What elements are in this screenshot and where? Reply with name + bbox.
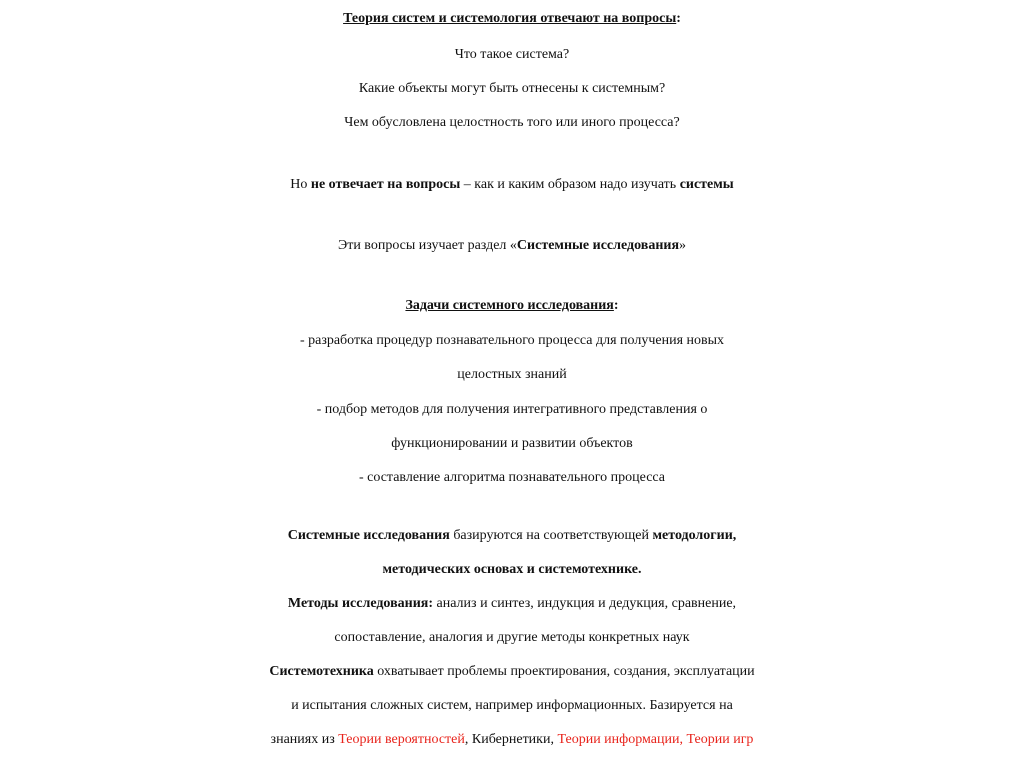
research-l1-text: базируются на соответствующей	[449, 528, 653, 543]
title-colon: :	[676, 11, 681, 26]
research-line-7	[0, 725, 1024, 755]
question-1: Что такое система?	[454, 47, 570, 62]
task-line-2: целостных знаний	[457, 367, 567, 382]
research-l3-text: анализ и синтез, индукция и дедукция, сравнение,	[433, 596, 737, 611]
research-l7-text2: , Кибернетики,	[464, 732, 558, 747]
section-part1: Эти вопросы изучает раздел «	[337, 238, 517, 253]
question-2: Какие объекты могут быть отнесены к системным?	[358, 81, 666, 96]
research-l3-bold: Методы исследования:	[287, 596, 434, 611]
tasks-heading-line	[0, 291, 1024, 321]
research-line-6: и испытания сложных систем, например информационных. Базируется на	[291, 698, 733, 713]
research-l1-bold: Системные исследования	[287, 528, 450, 543]
but-line	[0, 170, 1024, 200]
research-l7-text1: знаниях из	[270, 732, 339, 747]
title-line	[0, 4, 1024, 34]
research-l5-text: охватывает проблемы проектирования, создания, эксплуатации	[373, 664, 755, 679]
research-l7-red2: Теории информации, Теории игр	[557, 732, 754, 747]
task-line-4: функционировании и развитии объектов	[391, 436, 633, 451]
but-part2: не отвечает на вопросы	[310, 177, 461, 192]
but-part4: системы	[679, 177, 734, 192]
research-line-5	[0, 657, 1024, 687]
section-part3: »	[679, 238, 687, 253]
research-l1-bold2: методологии,	[652, 528, 737, 543]
task-line-1: - разработка процедур познавательного процесса для получения новых	[299, 333, 725, 348]
research-line-3	[0, 589, 1024, 619]
research-l7-red1: Теории вероятностей	[338, 732, 465, 747]
task-line-3: - подбор методов для получения интегративного представления о	[316, 402, 708, 417]
research-line-2	[0, 555, 1024, 585]
research-l5-bold: Системотехника	[269, 664, 374, 679]
research-line-4: сопоставление, аналогия и другие методы конкретных наук	[334, 630, 690, 645]
section-part2: Системные исследования	[516, 238, 680, 253]
title: Теория систем и системология отвечают на вопросы	[343, 11, 677, 26]
tasks-heading-colon: :	[613, 298, 619, 313]
task-line-5: - составление алгоритма познавательного процесса	[358, 470, 666, 485]
but-part3: – как и каким образом надо изучать	[460, 177, 680, 192]
but-part1: Но	[290, 177, 311, 192]
tasks-heading: Задачи системного исследования	[405, 298, 614, 313]
section-line	[0, 231, 1024, 261]
research-line-1	[0, 521, 1024, 551]
research-l2-bold: методических основах и системотехнике.	[382, 562, 642, 577]
question-3: Чем обусловлена целостность того или иного процесса?	[344, 115, 680, 130]
